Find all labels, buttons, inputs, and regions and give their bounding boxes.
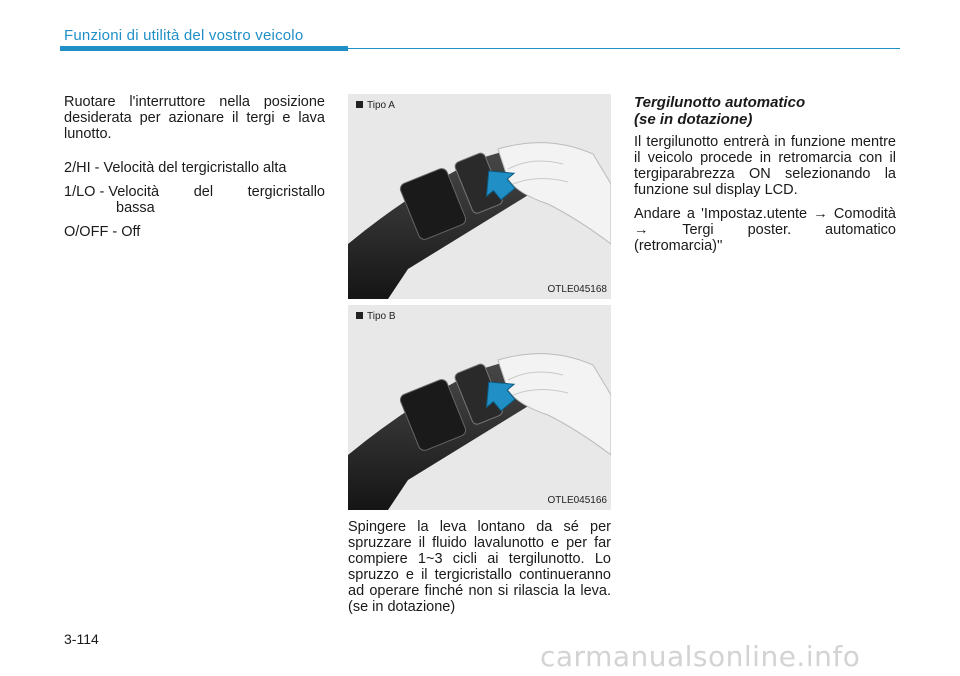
figure-label xyxy=(356,100,395,111)
header-rule-thick xyxy=(60,46,348,51)
speed-item-key: 1/LO - xyxy=(64,184,105,200)
settings-path-paragraph: Andare a 'Impostaz.utente → Comodità → Tergi poster. automatico (retromarcia)'' xyxy=(634,206,896,254)
auto-rear-wiper-title xyxy=(634,94,896,128)
speed-item-value: Velocità del tergicristallo alta xyxy=(103,160,287,176)
speed-item-key: O/OFF - xyxy=(64,224,118,240)
figure-code: OTLE045168 xyxy=(547,284,607,295)
figure-label xyxy=(356,311,396,322)
figure-code: OTLE045166 xyxy=(547,495,607,506)
speed-item-lo xyxy=(64,184,325,200)
title-line: Tergilunotto automatico xyxy=(634,94,806,111)
figure-tipo-b xyxy=(348,305,611,510)
figure-label-text: Tipo B xyxy=(367,311,396,322)
figure-label-text: Tipo A xyxy=(367,100,395,111)
page-number: 3-114 xyxy=(64,631,99,647)
speed-item-off xyxy=(64,224,325,240)
washer-instructions: Spingere la leva lontano da sé per spruzzare il fluido lavalunotto e per far compiere 1~3 cicli ai tergilunotto. Lo spruzzo e il tergicristallo continueranno ad operare finché non si rilascia la leva. (se in dotazione) xyxy=(348,519,611,615)
section-header-title: Funzioni di utilità del vostro veicolo xyxy=(64,27,304,44)
auto-rear-wiper-paragraph: Il tergilunotto entrerà in funzione mentre il veicolo procede in retromarcia con il tergiparabrezza ON selezionando la funzione sul display LCD. xyxy=(634,134,896,198)
speed-item-hi xyxy=(64,160,325,176)
bullet-square-icon xyxy=(356,312,363,319)
speed-item-value: Off xyxy=(121,224,141,240)
speed-item-key: 2/HI - xyxy=(64,160,100,176)
right-column xyxy=(634,94,896,262)
figure-tipo-a xyxy=(348,94,611,299)
bullet-square-icon xyxy=(356,101,363,108)
wiper-lever-illustration-b xyxy=(348,305,611,510)
wiper-lever-illustration-a xyxy=(348,94,611,299)
watermark: carmanualsonline.info xyxy=(540,640,861,673)
intro-paragraph: Ruotare l'interruttore nella posizione desiderata per azionare il tergi e lava lunotto. xyxy=(64,94,325,142)
left-column xyxy=(64,94,325,248)
title-line: (se in dotazione) xyxy=(634,111,753,128)
speed-item-value: Velocità del tergicristallo xyxy=(108,184,325,200)
speed-item-lo-cont: bassa xyxy=(116,200,155,216)
header-rule-thin xyxy=(348,48,900,49)
